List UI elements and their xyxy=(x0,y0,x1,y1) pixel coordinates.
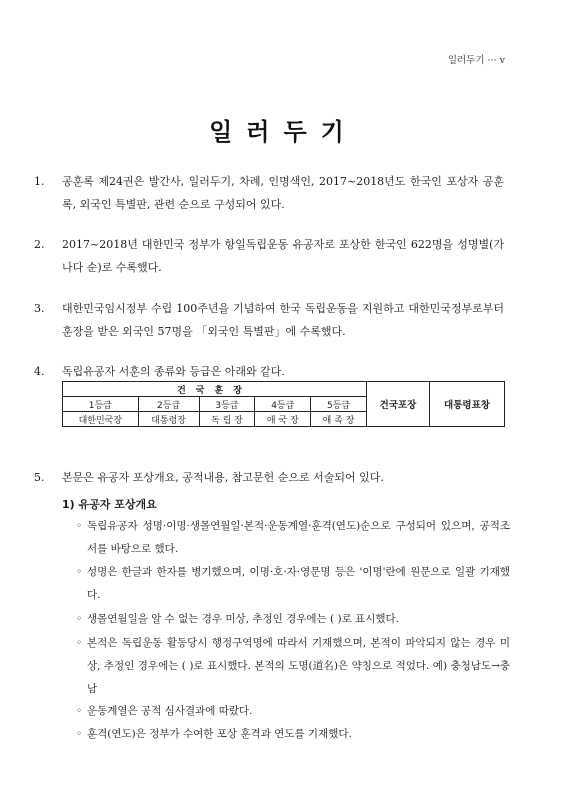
bullet-text: 성명은 한글과 한자를 병기했으며, 이명·호·자·영문명 등은 '이명'란에 원문으로 일괄 기재했다. xyxy=(87,566,510,601)
table-cell-grade: 4등급 xyxy=(255,397,311,412)
item-text: 본문은 유공자 포상개요, 공적내용, 참고문헌 순으로 서술되어 있다. xyxy=(62,471,384,484)
table-cell-medal-name: 대통령장 xyxy=(138,412,199,427)
item-number: 5. xyxy=(34,471,45,484)
bullet-mark: ◦ xyxy=(76,705,83,717)
bullet-item xyxy=(76,723,510,746)
item-text: 대한민국임시정부 수립 100주년을 기념하여 한국 독립운동을 지원하고 대한민국정부로부터 훈장을 받은 외국인 57명을 「외국인 특별판」에 수록했다. xyxy=(62,302,504,338)
table-cell-medal-name: 애 족 장 xyxy=(311,412,367,427)
table-cell-grade: 1등급 xyxy=(63,397,139,412)
table-cell-grade: 5등급 xyxy=(311,397,367,412)
bullet-mark: ◦ xyxy=(76,566,83,578)
item-text: 공훈록 제24권은 발간사, 일러두기, 차례, 인명색인, 2017~2018년도 한국인 포상자 공훈록, 외국인 특별판, 관련 순으로 구성되어 있다. xyxy=(62,175,504,211)
bullet-text: 운동계열은 공적 심사결과에 따랐다. xyxy=(87,705,253,717)
bullet-item xyxy=(76,700,510,723)
table-cell-medal-name: 대한민국장 xyxy=(63,412,139,427)
table-cell-medal-name: 독 립 장 xyxy=(199,412,255,427)
bullet-item xyxy=(76,561,510,607)
table-cell-president-citation: 대통령표창 xyxy=(430,382,505,427)
bullet-item xyxy=(76,515,510,561)
medal-grade-table xyxy=(62,381,505,427)
table-cell-grade: 2등급 xyxy=(138,397,199,412)
item-number: 3. xyxy=(34,302,45,315)
table-group-header: 건국훈장 xyxy=(63,382,367,397)
bullet-item xyxy=(76,632,510,701)
bullet-text: 독립유공자 성명·이명·생몰연월일·본적·운동계열·훈격(연도)순으로 구성되어 있으며, 공적조서를 바탕으로 했다. xyxy=(87,520,510,555)
bullet-text: 생몰연월일을 알 수 없는 경우 미상, 추정인 경우에는 ( )로 표시했다. xyxy=(87,613,399,625)
item-number: 2. xyxy=(34,238,45,251)
item-text: 독립유공자 서훈의 종류와 등급은 아래와 같다. xyxy=(62,365,285,378)
bullet-mark: ◦ xyxy=(76,728,83,740)
bullet-text: 본적은 독립운동 활동당시 행정구역명에 따라서 기재했으며, 본적이 파악되지 않는 경우 미상, 추정인 경우에는 ( )로 표시했다. 본적의 도명(道名)은 약칭으로 적었다. 예) 충청남도→충남 xyxy=(87,637,510,695)
item-text: 2017~2018년 대한민국 정부가 항일독립운동 유공자로 포상한 한국인 622명을 성명별(가나다 순)로 수록했다. xyxy=(62,238,504,274)
list-item xyxy=(34,360,504,383)
table-cell-grade: 3등급 xyxy=(199,397,255,412)
section-heading: 1) 유공자 포상개요 xyxy=(62,498,157,511)
list-item xyxy=(34,297,504,343)
page-title: 일러두기 xyxy=(209,117,358,146)
list-item xyxy=(34,170,504,216)
bullet-mark: ◦ xyxy=(76,637,83,649)
list-item xyxy=(34,466,504,489)
bullet-item xyxy=(76,608,510,631)
table-cell-medal-name: 애 국 장 xyxy=(255,412,311,427)
item-number: 4. xyxy=(34,365,45,378)
table-cell-geonguk-pojang: 건국포장 xyxy=(367,382,430,427)
list-item xyxy=(34,233,504,279)
bullet-mark: ◦ xyxy=(76,520,83,532)
bullet-mark: ◦ xyxy=(76,613,83,625)
bullet-text: 훈격(연도)은 정부가 수여한 포상 훈격과 연도를 기재했다. xyxy=(87,728,352,740)
item-number: 1. xyxy=(34,175,45,188)
running-header: 일러두기 ··· v xyxy=(447,55,505,66)
